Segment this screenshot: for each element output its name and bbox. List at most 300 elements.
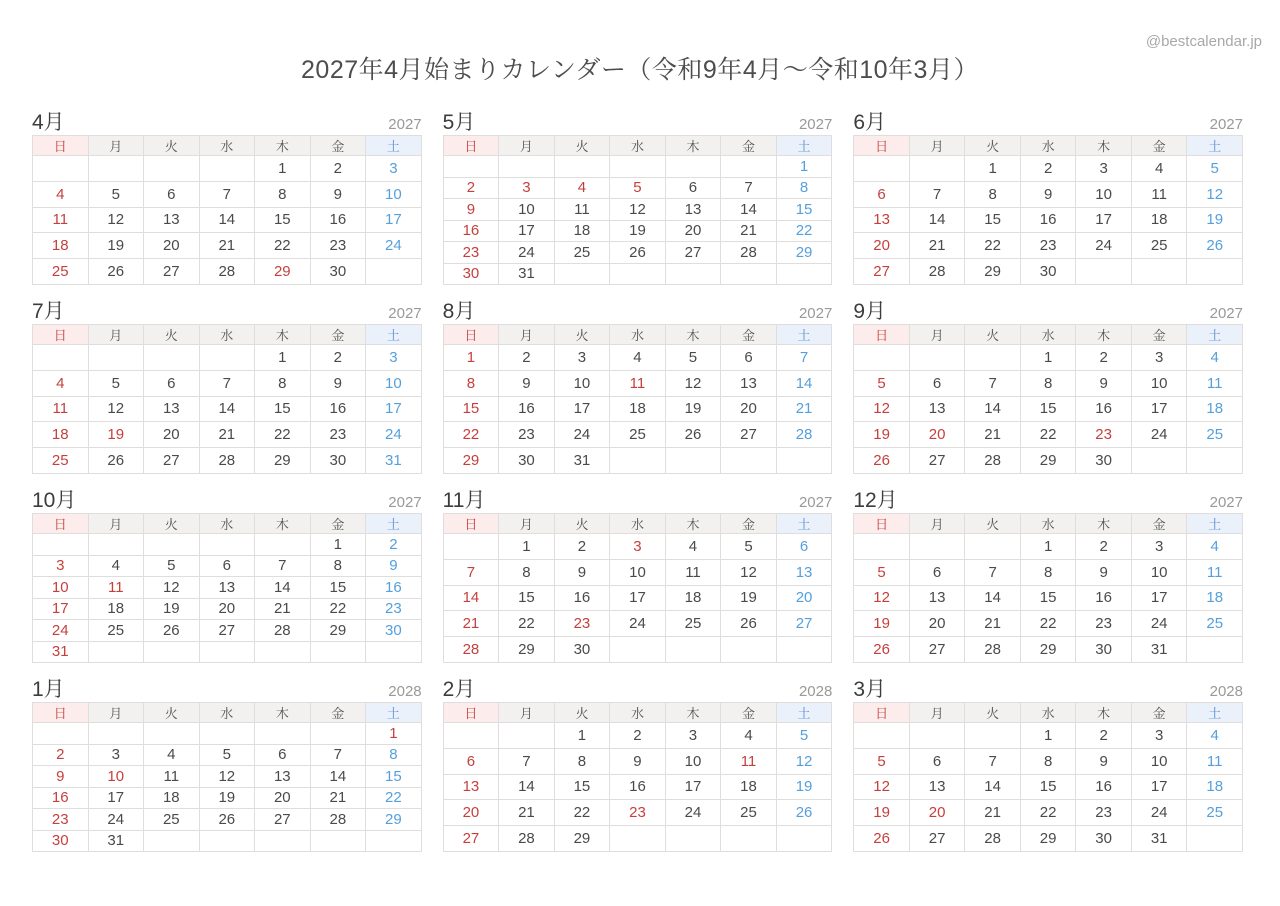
date-cell: 25 (554, 242, 610, 264)
week-row (443, 263, 832, 285)
week-row (33, 534, 422, 556)
empty-cell (199, 156, 255, 182)
empty-cell (88, 723, 144, 745)
empty-cell (33, 534, 89, 556)
date-cell: 25 (1187, 422, 1243, 448)
date-cell: 22 (443, 422, 499, 448)
empty-cell (255, 641, 311, 663)
date-cell: 23 (366, 598, 422, 620)
date-cell: 2 (610, 723, 666, 749)
date-cell: 31 (1131, 826, 1187, 852)
date-cell: 5 (776, 723, 832, 749)
week-row (33, 345, 422, 371)
date-cell: 26 (854, 448, 910, 474)
weekday-header-cell-wd: 金 (1131, 325, 1187, 345)
date-cell: 2 (443, 177, 499, 199)
date-cell: 7 (199, 370, 255, 396)
date-cell: 28 (721, 242, 777, 264)
weekday-header-cell-sun: 日 (854, 703, 910, 723)
date-cell: 4 (610, 345, 666, 371)
weekday-header-cell-sat: 土 (776, 703, 832, 723)
date-cell: 21 (965, 800, 1021, 826)
month-title: 11月 (442, 489, 486, 512)
months-grid (0, 110, 1280, 852)
date-cell: 27 (909, 826, 965, 852)
weekday-header-cell-wd: 金 (310, 136, 366, 156)
empty-cell (721, 448, 777, 474)
month-block (853, 299, 1243, 474)
calendar-table (443, 702, 833, 852)
date-cell: 2 (310, 345, 366, 371)
week-row (854, 396, 1243, 422)
weekday-header-cell-wd: 火 (965, 703, 1021, 723)
weekday-header-cell-wd: 金 (721, 514, 777, 534)
date-cell: 7 (965, 559, 1021, 585)
date-cell: 22 (965, 233, 1021, 259)
date-cell: 14 (199, 207, 255, 233)
weekday-header-cell-wd: 火 (554, 325, 610, 345)
date-cell: 15 (1020, 585, 1076, 611)
date-cell: 14 (199, 396, 255, 422)
calendar-table (32, 513, 422, 663)
date-cell: 21 (443, 611, 499, 637)
date-cell: 26 (854, 637, 910, 663)
weekday-header-cell-wd: 金 (1131, 136, 1187, 156)
date-cell: 21 (965, 422, 1021, 448)
date-cell: 8 (366, 744, 422, 766)
date-cell: 29 (443, 448, 499, 474)
month-block (32, 110, 422, 285)
empty-cell (33, 156, 89, 182)
date-cell: 5 (1187, 156, 1243, 182)
date-cell: 14 (499, 774, 555, 800)
date-cell: 29 (255, 259, 311, 285)
week-row (854, 422, 1243, 448)
date-cell: 3 (33, 555, 89, 577)
month-title: 9月 (853, 300, 887, 323)
empty-cell (499, 723, 555, 749)
empty-cell (199, 641, 255, 663)
date-cell: 12 (88, 207, 144, 233)
date-cell: 1 (255, 345, 311, 371)
date-cell: 5 (665, 345, 721, 371)
date-cell: 24 (554, 422, 610, 448)
month-title: 10月 (32, 489, 77, 512)
empty-cell (199, 534, 255, 556)
date-cell: 21 (776, 396, 832, 422)
date-cell: 19 (665, 396, 721, 422)
date-cell: 5 (144, 555, 200, 577)
date-cell: 6 (909, 559, 965, 585)
date-cell: 3 (366, 345, 422, 371)
weekday-header-cell-wd: 木 (255, 136, 311, 156)
empty-cell (144, 345, 200, 371)
date-cell: 8 (255, 370, 311, 396)
week-row (854, 448, 1243, 474)
empty-cell (909, 156, 965, 182)
empty-cell (854, 534, 910, 560)
date-cell: 22 (1020, 611, 1076, 637)
date-cell: 16 (443, 220, 499, 242)
date-cell: 3 (1131, 534, 1187, 560)
empty-cell (499, 156, 555, 178)
weekday-header-cell-wd: 月 (909, 514, 965, 534)
date-cell: 16 (1076, 774, 1132, 800)
empty-cell (721, 156, 777, 178)
date-cell: 17 (366, 396, 422, 422)
weekday-header-cell-wd: 木 (1076, 325, 1132, 345)
date-cell: 22 (310, 598, 366, 620)
date-cell: 7 (965, 748, 1021, 774)
date-cell: 5 (854, 559, 910, 585)
empty-cell (665, 263, 721, 285)
empty-cell (854, 156, 910, 182)
date-cell: 7 (310, 744, 366, 766)
empty-cell (721, 263, 777, 285)
date-cell: 19 (854, 422, 910, 448)
empty-cell (88, 345, 144, 371)
weekday-header-cell-sun: 日 (443, 136, 499, 156)
month-year: 2027 (1209, 116, 1243, 133)
month-title: 4月 (32, 111, 65, 134)
calendar-table (853, 324, 1243, 474)
date-cell: 9 (1076, 748, 1132, 774)
date-cell: 11 (33, 396, 89, 422)
date-cell: 30 (499, 448, 555, 474)
date-cell: 31 (33, 641, 89, 663)
month-header (853, 299, 1243, 324)
date-cell: 28 (199, 448, 255, 474)
week-row (443, 396, 832, 422)
week-row (33, 181, 422, 207)
week-row (443, 723, 832, 749)
empty-cell (144, 641, 200, 663)
calendar-table (443, 513, 833, 663)
week-row (443, 800, 832, 826)
date-cell: 28 (499, 826, 555, 852)
weekday-header-row (854, 136, 1243, 156)
month-block (32, 299, 422, 474)
weekday-header-cell-wd: 金 (310, 514, 366, 534)
week-row (854, 534, 1243, 560)
date-cell: 2 (1020, 156, 1076, 182)
month-title: 3月 (853, 678, 887, 701)
week-row (33, 370, 422, 396)
date-cell: 15 (776, 199, 832, 221)
date-cell: 30 (1076, 826, 1132, 852)
date-cell: 12 (88, 396, 144, 422)
weekday-header-cell-wd: 火 (144, 703, 200, 723)
date-cell: 9 (554, 559, 610, 585)
month-header (32, 299, 422, 324)
date-cell: 21 (255, 598, 311, 620)
date-cell: 18 (33, 422, 89, 448)
date-cell: 24 (33, 620, 89, 642)
month-block (443, 110, 833, 285)
month-title: 5月 (442, 111, 476, 134)
empty-cell (776, 826, 832, 852)
date-cell: 15 (366, 766, 422, 788)
date-cell: 3 (1131, 723, 1187, 749)
date-cell: 6 (199, 555, 255, 577)
week-row (443, 448, 832, 474)
empty-cell (909, 534, 965, 560)
date-cell: 1 (1020, 723, 1076, 749)
date-cell: 14 (909, 207, 965, 233)
weekday-header-row (854, 703, 1243, 723)
empty-cell (965, 345, 1021, 371)
date-cell: 26 (665, 422, 721, 448)
date-cell: 26 (88, 259, 144, 285)
date-cell: 23 (443, 242, 499, 264)
week-row (443, 559, 832, 585)
week-row (443, 637, 832, 663)
date-cell: 10 (610, 559, 666, 585)
date-cell: 10 (1131, 748, 1187, 774)
date-cell: 29 (1020, 826, 1076, 852)
weekday-header-cell-sat: 土 (776, 136, 832, 156)
month-block (443, 299, 833, 474)
date-cell: 18 (721, 774, 777, 800)
month-year: 2028 (1209, 683, 1243, 700)
date-cell: 27 (665, 242, 721, 264)
date-cell: 31 (554, 448, 610, 474)
month-title: 7月 (32, 300, 65, 323)
date-cell: 14 (310, 766, 366, 788)
month-header (443, 299, 833, 324)
date-cell: 9 (499, 370, 555, 396)
date-cell: 1 (776, 156, 832, 178)
date-cell: 28 (909, 259, 965, 285)
date-cell: 5 (199, 744, 255, 766)
date-cell: 26 (610, 242, 666, 264)
date-cell: 27 (144, 448, 200, 474)
date-cell: 21 (199, 233, 255, 259)
month-title: 8月 (442, 300, 476, 323)
date-cell: 10 (499, 199, 555, 221)
date-cell: 12 (199, 766, 255, 788)
empty-cell (33, 723, 89, 745)
date-cell: 4 (665, 534, 721, 560)
empty-cell (909, 723, 965, 749)
month-year: 2027 (798, 494, 833, 511)
weekday-header-cell-sat: 土 (366, 325, 422, 345)
date-cell: 18 (610, 396, 666, 422)
date-cell: 17 (366, 207, 422, 233)
date-cell: 15 (965, 207, 1021, 233)
date-cell: 20 (909, 800, 965, 826)
date-cell: 11 (33, 207, 89, 233)
date-cell: 27 (776, 611, 832, 637)
date-cell: 29 (554, 826, 610, 852)
calendar-table (32, 324, 422, 474)
weekday-header-cell-wd: 月 (909, 136, 965, 156)
date-cell: 22 (1020, 800, 1076, 826)
date-cell: 19 (776, 774, 832, 800)
weekday-header-cell-wd: 月 (499, 136, 555, 156)
date-cell: 25 (610, 422, 666, 448)
weekday-header-row (443, 325, 832, 345)
date-cell: 31 (1131, 637, 1187, 663)
date-cell: 20 (443, 800, 499, 826)
month-block (853, 488, 1243, 663)
month-block (32, 677, 422, 852)
weekday-header-cell-wd: 水 (1020, 325, 1076, 345)
date-cell: 27 (255, 809, 311, 831)
date-cell: 17 (554, 396, 610, 422)
empty-cell (610, 263, 666, 285)
date-cell: 30 (443, 263, 499, 285)
date-cell: 12 (776, 748, 832, 774)
date-cell: 16 (310, 396, 366, 422)
date-cell: 8 (1020, 370, 1076, 396)
date-cell: 24 (610, 611, 666, 637)
date-cell: 29 (366, 809, 422, 831)
date-cell: 28 (776, 422, 832, 448)
weekday-header-cell-sun: 日 (33, 703, 89, 723)
weekday-header-row (33, 703, 422, 723)
date-cell: 23 (554, 611, 610, 637)
date-cell: 4 (554, 177, 610, 199)
weekday-header-cell-wd: 水 (610, 136, 666, 156)
date-cell: 2 (499, 345, 555, 371)
date-cell: 11 (88, 577, 144, 599)
date-cell: 1 (1020, 345, 1076, 371)
date-cell: 2 (366, 534, 422, 556)
date-cell: 30 (554, 637, 610, 663)
date-cell: 14 (776, 370, 832, 396)
empty-cell (554, 156, 610, 178)
weekday-header-cell-wd: 水 (610, 703, 666, 723)
empty-cell (199, 830, 255, 852)
week-row (33, 577, 422, 599)
empty-cell (88, 156, 144, 182)
month-header (443, 488, 833, 513)
empty-cell (255, 534, 311, 556)
date-cell: 4 (33, 181, 89, 207)
date-cell: 20 (144, 233, 200, 259)
date-cell: 15 (255, 396, 311, 422)
date-cell: 11 (721, 748, 777, 774)
weekday-header-cell-sat: 土 (1187, 703, 1243, 723)
week-row (854, 370, 1243, 396)
date-cell: 29 (310, 620, 366, 642)
date-cell: 19 (88, 233, 144, 259)
weekday-header-cell-wd: 木 (665, 325, 721, 345)
date-cell: 29 (776, 242, 832, 264)
date-cell: 3 (554, 345, 610, 371)
date-cell: 6 (144, 181, 200, 207)
date-cell: 29 (499, 637, 555, 663)
week-row (33, 598, 422, 620)
weekday-header-cell-sun: 日 (443, 703, 499, 723)
date-cell: 26 (88, 448, 144, 474)
date-cell: 15 (554, 774, 610, 800)
date-cell: 7 (776, 345, 832, 371)
weekday-header-cell-sun: 日 (854, 325, 910, 345)
date-cell: 15 (499, 585, 555, 611)
empty-cell (610, 448, 666, 474)
weekday-header-cell-sat: 土 (1187, 325, 1243, 345)
weekday-header-cell-wd: 金 (721, 703, 777, 723)
date-cell: 22 (366, 787, 422, 809)
week-row (854, 181, 1243, 207)
date-cell: 13 (144, 207, 200, 233)
empty-cell (965, 534, 1021, 560)
date-cell: 14 (443, 585, 499, 611)
date-cell: 26 (721, 611, 777, 637)
date-cell: 19 (854, 611, 910, 637)
date-cell: 4 (33, 370, 89, 396)
date-cell: 23 (1076, 800, 1132, 826)
week-row (33, 233, 422, 259)
empty-cell (776, 637, 832, 663)
weekday-header-cell-sun: 日 (33, 136, 89, 156)
date-cell: 26 (1187, 233, 1243, 259)
date-cell: 6 (144, 370, 200, 396)
week-row (854, 233, 1243, 259)
date-cell: 2 (310, 156, 366, 182)
month-year: 2027 (388, 305, 422, 322)
date-cell: 8 (255, 181, 311, 207)
weekday-header-cell-wd: 火 (554, 136, 610, 156)
week-row (33, 830, 422, 852)
empty-cell (443, 534, 499, 560)
date-cell: 6 (854, 181, 910, 207)
empty-cell (776, 263, 832, 285)
date-cell: 12 (610, 199, 666, 221)
week-row (33, 787, 422, 809)
weekday-header-cell-wd: 木 (255, 703, 311, 723)
date-cell: 10 (1076, 181, 1132, 207)
date-cell: 1 (443, 345, 499, 371)
date-cell: 6 (776, 534, 832, 560)
date-cell: 17 (665, 774, 721, 800)
date-cell: 26 (144, 620, 200, 642)
date-cell: 24 (499, 242, 555, 264)
weekday-header-cell-wd: 月 (88, 325, 144, 345)
date-cell: 16 (366, 577, 422, 599)
date-cell: 4 (88, 555, 144, 577)
month-header (853, 110, 1243, 135)
week-row (443, 220, 832, 242)
date-cell: 20 (144, 422, 200, 448)
weekday-header-cell-sat: 土 (366, 514, 422, 534)
date-cell: 29 (255, 448, 311, 474)
date-cell: 20 (255, 787, 311, 809)
empty-cell (1076, 259, 1132, 285)
date-cell: 15 (1020, 774, 1076, 800)
week-row (33, 259, 422, 285)
date-cell: 7 (255, 555, 311, 577)
date-cell: 11 (144, 766, 200, 788)
week-row (854, 723, 1243, 749)
weekday-header-cell-wd: 水 (1020, 136, 1076, 156)
date-cell: 24 (665, 800, 721, 826)
empty-cell (366, 641, 422, 663)
weekday-header-cell-sat: 土 (776, 514, 832, 534)
date-cell: 19 (854, 800, 910, 826)
date-cell: 23 (33, 809, 89, 831)
date-cell: 14 (721, 199, 777, 221)
date-cell: 4 (1187, 534, 1243, 560)
empty-cell (1187, 259, 1243, 285)
weekday-header-cell-wd: 金 (721, 325, 777, 345)
empty-cell (665, 448, 721, 474)
month-year: 2027 (388, 494, 422, 511)
week-row (443, 345, 832, 371)
date-cell: 25 (721, 800, 777, 826)
